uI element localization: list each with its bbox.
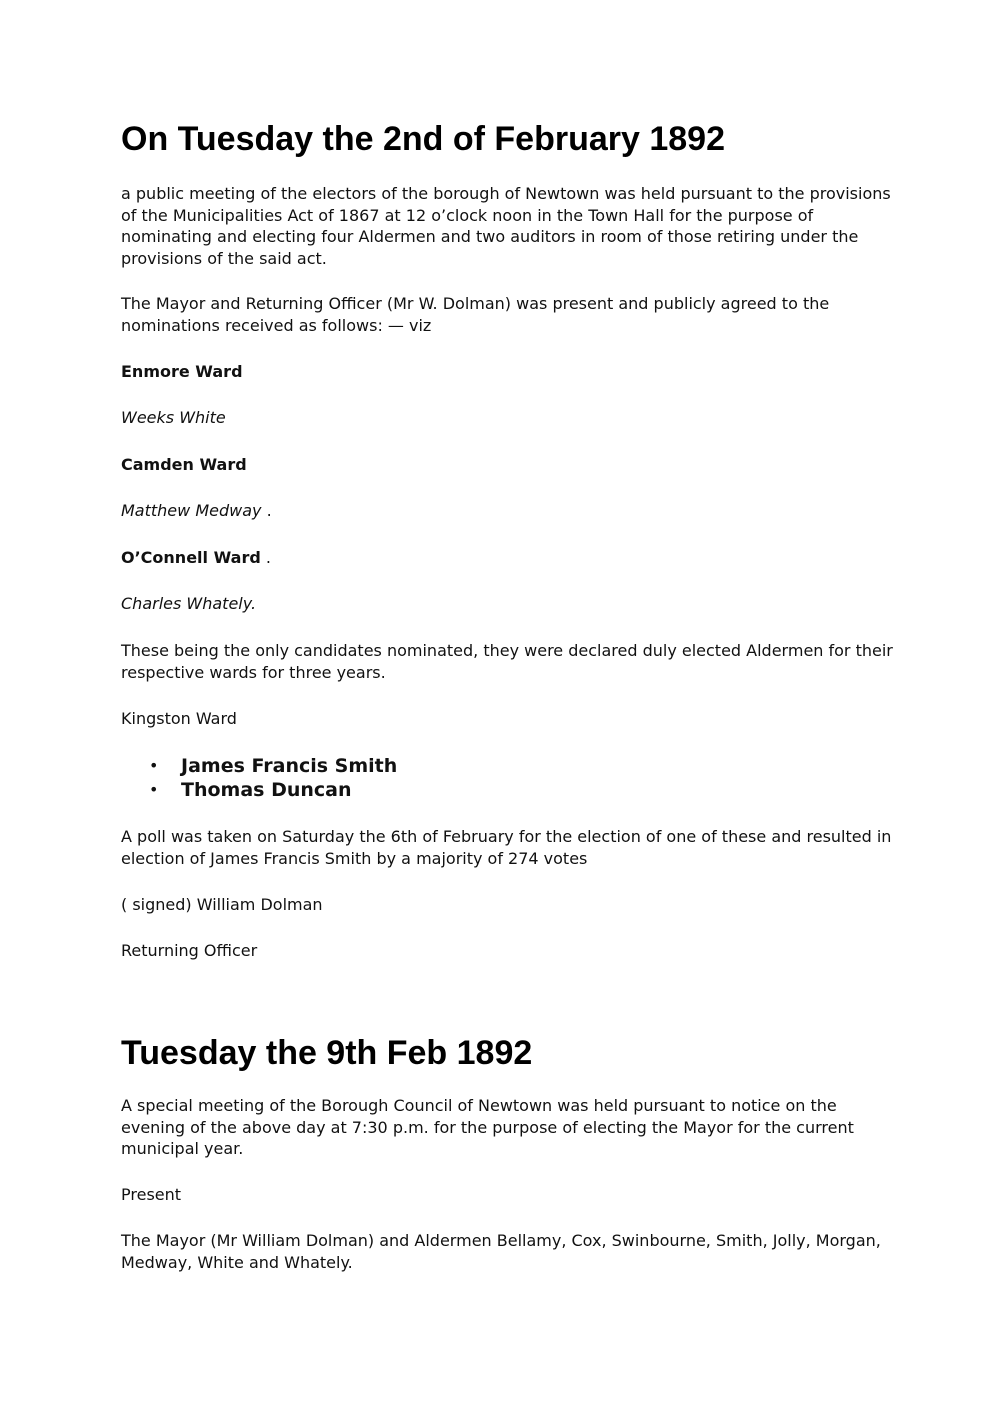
- list-item: [121, 754, 901, 778]
- oconnell-ward-heading: O’Connell Ward: [121, 548, 261, 567]
- declared-paragraph: These being the only candidates nominated, they were declared duly elected Aldermen for their respective wards for three years.: [121, 641, 893, 682]
- attendees-paragraph: The Mayor (Mr William Dolman) and Aldermen Bellamy, Cox, Swinbourne, Smith, Jolly, Morgan, Medway, White and Whately.: [121, 1231, 881, 1272]
- candidate-name: Thomas Duncan: [181, 779, 352, 801]
- section2-heading: Tuesday the 9th Feb 1892: [121, 1034, 533, 1072]
- camden-ward-candidate: Matthew Medway: [121, 501, 262, 520]
- kingston-ward-heading: Kingston Ward: [121, 709, 237, 728]
- present-label: Present: [121, 1185, 182, 1204]
- returning-officer-line: Returning Officer: [121, 941, 258, 960]
- section1-heading: On Tuesday the 2nd of February 1892: [121, 120, 725, 158]
- signature-line: ( signed) William Dolman: [121, 895, 323, 914]
- enmore-ward-heading: Enmore Ward: [121, 362, 243, 381]
- camden-ward-heading: Camden Ward: [121, 455, 247, 474]
- camden-ward-suffix: .: [261, 501, 272, 520]
- enmore-ward-candidate: Weeks White: [121, 408, 226, 427]
- camden-ward-line: [121, 500, 901, 522]
- section1-intro: a public meeting of the electors of the borough of Newtown was held pursuant to the provisions of the Municipalities Act of 1867 at 12 o’clock noon in the Town Hall for the purpose of nominating and electing four Aldermen and two auditors in room of those retiring under the provisions of the said act.: [121, 184, 891, 268]
- poll-paragraph: A poll was taken on Saturday the 6th of February for the election of one of these and resulted in election of James Francis Smith by a majority of 274 votes: [121, 827, 892, 868]
- candidate-name: James Francis Smith: [181, 755, 398, 777]
- oconnell-ward-line: [121, 547, 901, 569]
- oconnell-ward-candidate: Charles Whately.: [121, 594, 257, 613]
- oconnell-ward-suffix: .: [260, 548, 271, 567]
- section2-intro: A special meeting of the Borough Council of Newtown was held pursuant to notice on the evening of the above day at 7:30 p.m. for the purpose of electing the Mayor for the current municipal year.: [121, 1096, 854, 1158]
- list-item: [121, 778, 901, 802]
- mayor-note: The Mayor and Returning Officer (Mr W. Dolman) was present and publicly agreed to the nominations received as follows: — viz: [121, 294, 830, 335]
- bullet-icon: •: [149, 756, 159, 775]
- bullet-icon: •: [149, 780, 159, 799]
- kingston-candidates-list: [121, 754, 901, 802]
